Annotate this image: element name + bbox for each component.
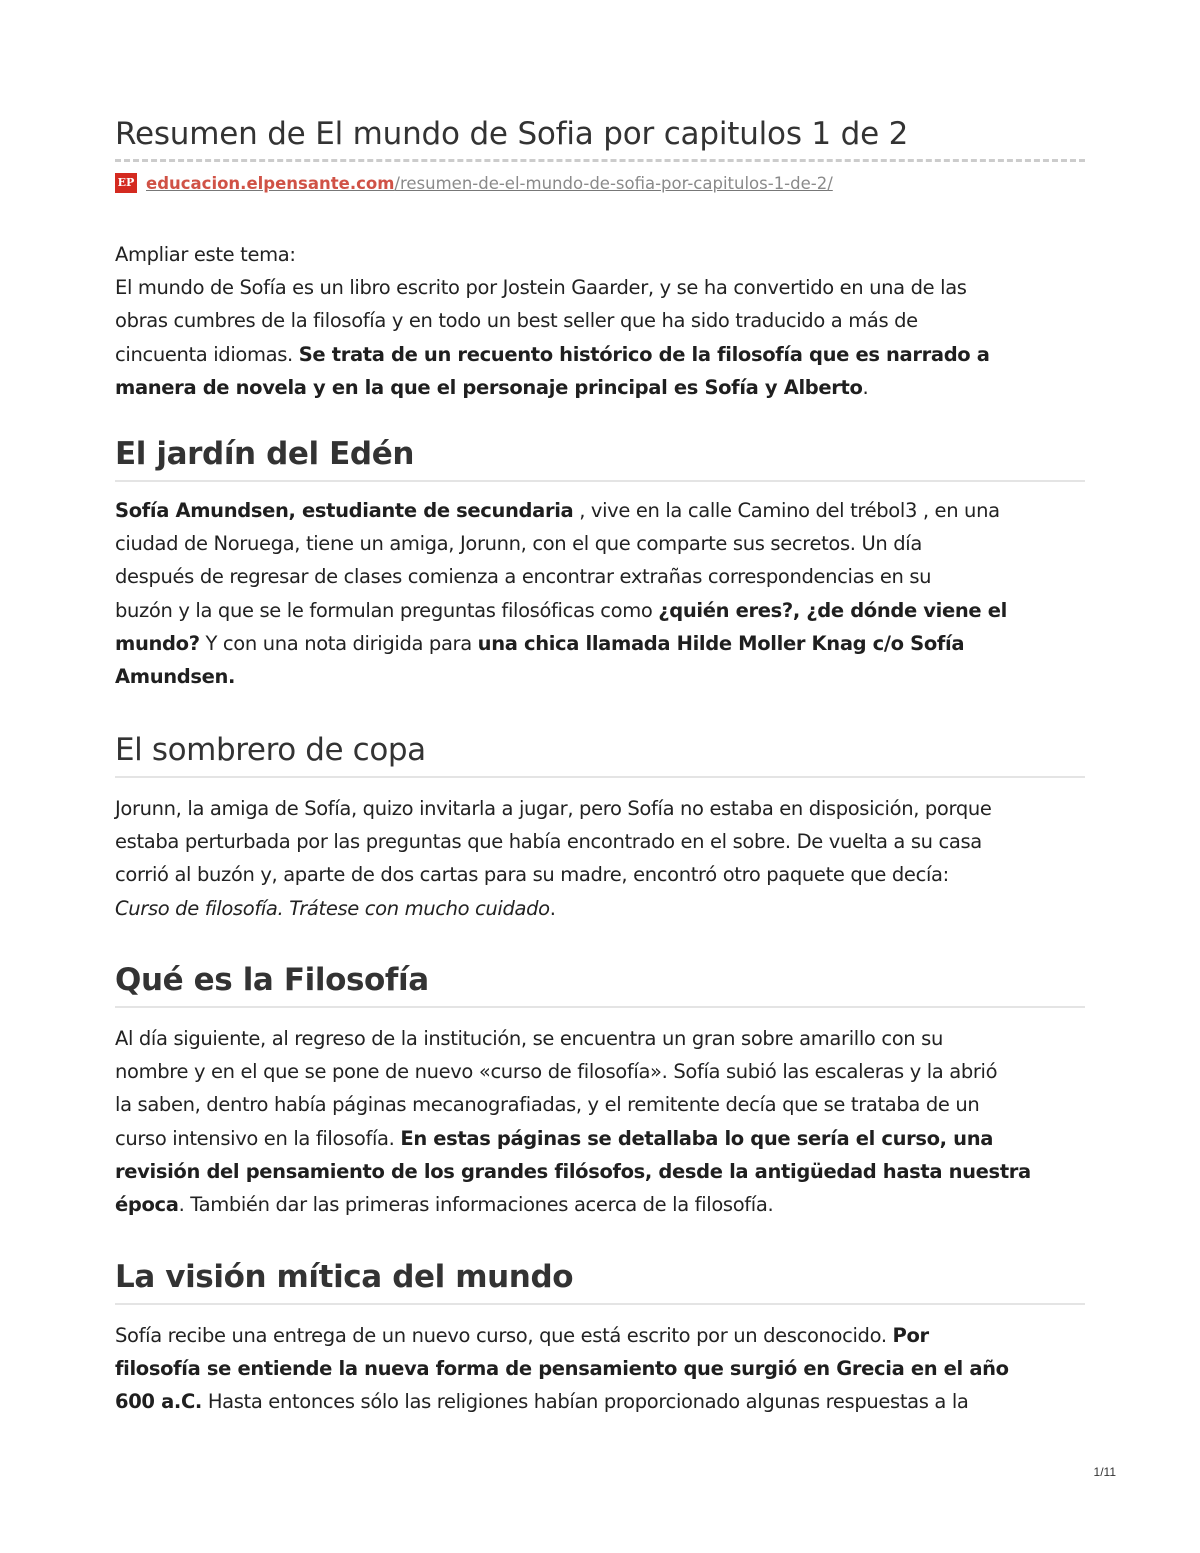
document-title: Resumen de El mundo de Sofia por capitulos 1 de 2 (115, 116, 909, 152)
title-divider (115, 159, 1085, 162)
intro-paragraph (115, 238, 990, 404)
section-paragraph: Al día siguiente, al regreso de la institución, se encuentra un gran sobre amarillo con su nombre y en el que se pone de nuevo «curso de filosofía». Sofía subió las escaleras y la abrió la saben, dentro había páginas mecanografiadas, y el remitente decía que se trataba de un curso intensivo en la filosofía. En estas páginas se detallaba lo que sería el curso, una revisión del pensamiento de los grandes filósofos, desde la antigüedad hasta nuestra época. También dar las primeras informaciones acerca de la filosofía. (115, 1027, 1031, 1216)
intro-line: obras cumbres de la filosofía y en todo un best seller que ha sido traducido a más de (115, 309, 918, 333)
section-paragraph: Jorunn, la amiga de Sofía, quizo invitarla a jugar, pero Sofía no estaba en disposición, porque estaba perturbada por las preguntas que había encontrado en el sobre. De vuelta a su casa corrió al buzón y, aparte de dos cartas para su madre, encontró otro paquete que decía: Curso de filosofía. Trátese con mucho cuidado. (115, 797, 992, 920)
heading-rule (115, 1006, 1085, 1008)
ep-logo-icon: EP (115, 173, 137, 193)
section-heading: El jardín del Edén (115, 436, 415, 472)
source-domain: educacion.elpensante.com (146, 173, 395, 193)
section-filosofia (115, 958, 1085, 1221)
section-vision-mitica (115, 1255, 1085, 1419)
document-page (115, 110, 1085, 1414)
source-row (115, 169, 1085, 197)
heading-rule (115, 480, 1085, 482)
section-paragraph: Sofía Amundsen, estudiante de secundaria , vive en la calle Camino del trébol3 , en una ciudad de Noruega, tiene un amiga, Jorunn, con el que comparte sus secretos. Un día después de regresar de clases comienza a encontrar extrañas correspondencias en su buzón y la que se le formulan preguntas filosóficas como ¿quién eres?, ¿de dónde viene el mundo? Y con una nota dirigida para una chica llamada Hilde Moller Knag c/o Sofía Amundsen. (115, 499, 1007, 688)
section-heading: El sombrero de copa (115, 732, 426, 768)
intro-line: El mundo de Sofía es un libro escrito por Jostein Gaarder, y se ha convertido en una de las (115, 276, 967, 300)
intro-line: manera de novela y en la que el personaje principal es Sofía y Alberto. (115, 375, 869, 399)
source-link[interactable] (146, 174, 833, 193)
intro-line: cincuenta idiomas. Se trata de un recuento histórico de la filosofía que es narrado a (115, 342, 990, 366)
page-number: 1/11 (1093, 1465, 1116, 1479)
section-heading: Qué es la Filosofía (115, 962, 429, 998)
section-heading: La visión mítica del mundo (115, 1259, 574, 1295)
heading-rule (115, 1303, 1085, 1305)
section-sombrero (115, 728, 1085, 925)
section-jardin (115, 432, 1085, 693)
heading-rule (115, 776, 1085, 778)
source-path: /resumen-de-el-mundo-de-sofia-por-capitulos-1-de-2/ (394, 173, 833, 193)
intro-line: Ampliar este tema: (115, 243, 296, 266)
section-paragraph: Sofía recibe una entrega de un nuevo curso, que está escrito por un desconocido. Por filosofía se entiende la nueva forma de pensamiento que surgió en Grecia en el año 600 a.C. Hasta entonces sólo las religiones habían proporcionado algunas respuestas a la (115, 1324, 1009, 1414)
